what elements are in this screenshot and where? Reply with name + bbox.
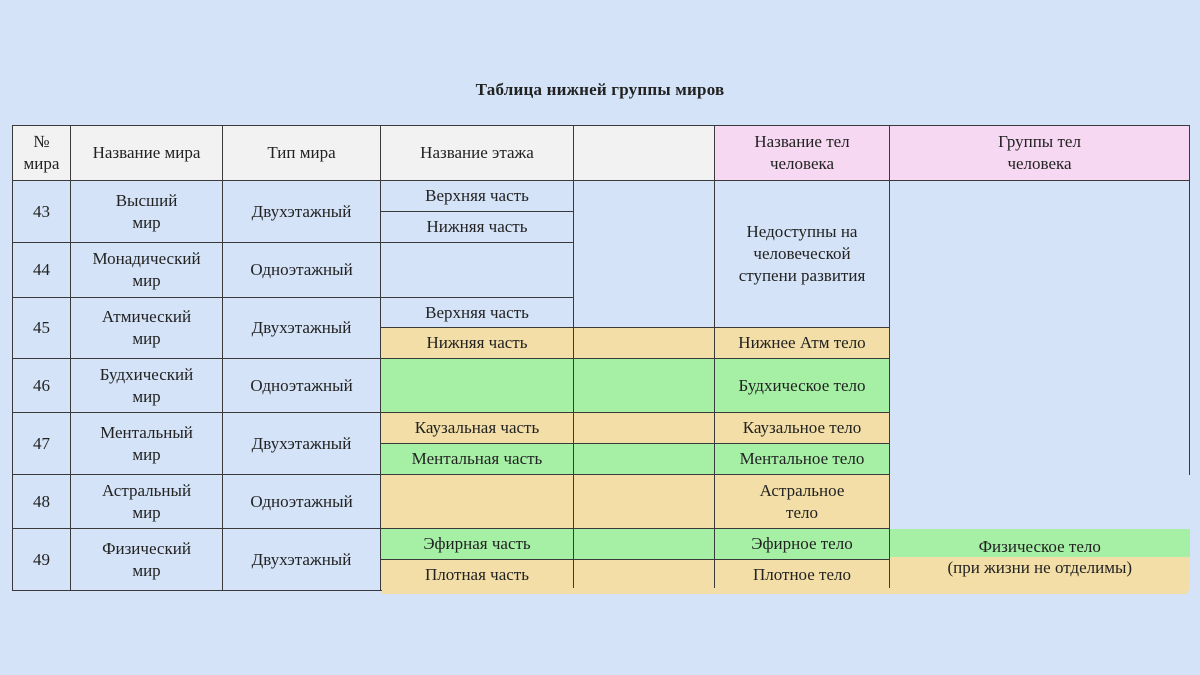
- empty-column-cell: [574, 444, 715, 475]
- physical-group-cell: [890, 529, 1190, 591]
- floor-lower: Ментальная часть: [381, 444, 574, 475]
- body-name: Астральное тело: [715, 475, 890, 529]
- world-type: Двухэтажный: [223, 529, 381, 591]
- world-number: 44: [13, 243, 71, 298]
- empty-column-cell: [574, 529, 715, 560]
- world-type: Одноэтажный: [223, 475, 381, 529]
- empty-column-cell: [574, 328, 715, 359]
- empty-column-cell: [574, 475, 715, 529]
- world-name: Будхический мир: [71, 359, 223, 413]
- world-number: 43: [13, 181, 71, 243]
- world-name: Монадический мир: [71, 243, 223, 298]
- empty-column-cell: [574, 359, 715, 413]
- table-row: [13, 529, 1190, 560]
- empty-column-cell: [574, 181, 715, 328]
- world-type: Одноэтажный: [223, 359, 381, 413]
- header-row: [13, 126, 1190, 181]
- header-world-type: Тип мира: [223, 126, 381, 181]
- body-name: Ментальное тело: [715, 444, 890, 475]
- body-name: Нижнее Атм тело: [715, 328, 890, 359]
- header-body-name: Название тел человека: [715, 126, 890, 181]
- body-name: Каузальное тело: [715, 413, 890, 444]
- floor-lower: Нижняя часть: [426, 217, 528, 236]
- world-number: 49: [13, 529, 71, 591]
- body-name: Эфирное тело: [715, 529, 890, 560]
- table-row: [13, 181, 1190, 243]
- body-name: Плотное тело: [715, 560, 890, 591]
- header-empty: [574, 126, 715, 181]
- body-name: Будхическое тело: [715, 359, 890, 413]
- world-number: 45: [13, 298, 71, 359]
- floor-cell: [381, 359, 574, 413]
- world-number: 46: [13, 359, 71, 413]
- worlds-table: [12, 125, 1190, 591]
- world-type: Двухэтажный: [223, 298, 381, 359]
- world-name: Высший мир: [71, 181, 223, 243]
- header-num: № мира: [13, 126, 71, 181]
- world-type: Двухэтажный: [223, 181, 381, 243]
- inaccessible-note: Недоступны на человеческой ступени развития: [715, 181, 890, 328]
- physical-group-line2: (при жизни не отделимы): [890, 557, 1190, 591]
- world-name: Физический мир: [71, 529, 223, 591]
- floor-upper: Эфирная часть: [381, 529, 574, 560]
- floor-lower: Нижняя часть: [381, 328, 574, 359]
- floor-upper: Верхняя часть: [381, 181, 573, 212]
- floor-upper: Каузальная часть: [381, 413, 574, 444]
- header-body-group: Группы тел человека: [890, 126, 1190, 181]
- header-world-name: Название мира: [71, 126, 223, 181]
- physical-group-line1: Физическое тело: [890, 529, 1190, 557]
- floor-cell: [381, 475, 574, 529]
- world-type: Двухэтажный: [223, 413, 381, 475]
- bottom-color-strip: [382, 588, 1188, 594]
- floor-cell: [381, 243, 574, 298]
- body-group-empty: [890, 181, 1190, 475]
- world-name: Атмический мир: [71, 298, 223, 359]
- floor-upper: Верхняя часть: [381, 298, 574, 328]
- world-name: Ментальный мир: [71, 413, 223, 475]
- empty-column-cell: [574, 560, 715, 591]
- world-type: Одноэтажный: [223, 243, 381, 298]
- world-number: 47: [13, 413, 71, 475]
- header-floor-name: Название этажа: [381, 126, 574, 181]
- table-row: [13, 475, 1190, 529]
- world-name: Астральный мир: [71, 475, 223, 529]
- floor-cell: [381, 181, 574, 243]
- world-number: 48: [13, 475, 71, 529]
- table-title: Таблица нижней группы миров: [475, 80, 725, 99]
- empty-column-cell: [574, 413, 715, 444]
- floor-lower: Плотная часть: [381, 560, 574, 591]
